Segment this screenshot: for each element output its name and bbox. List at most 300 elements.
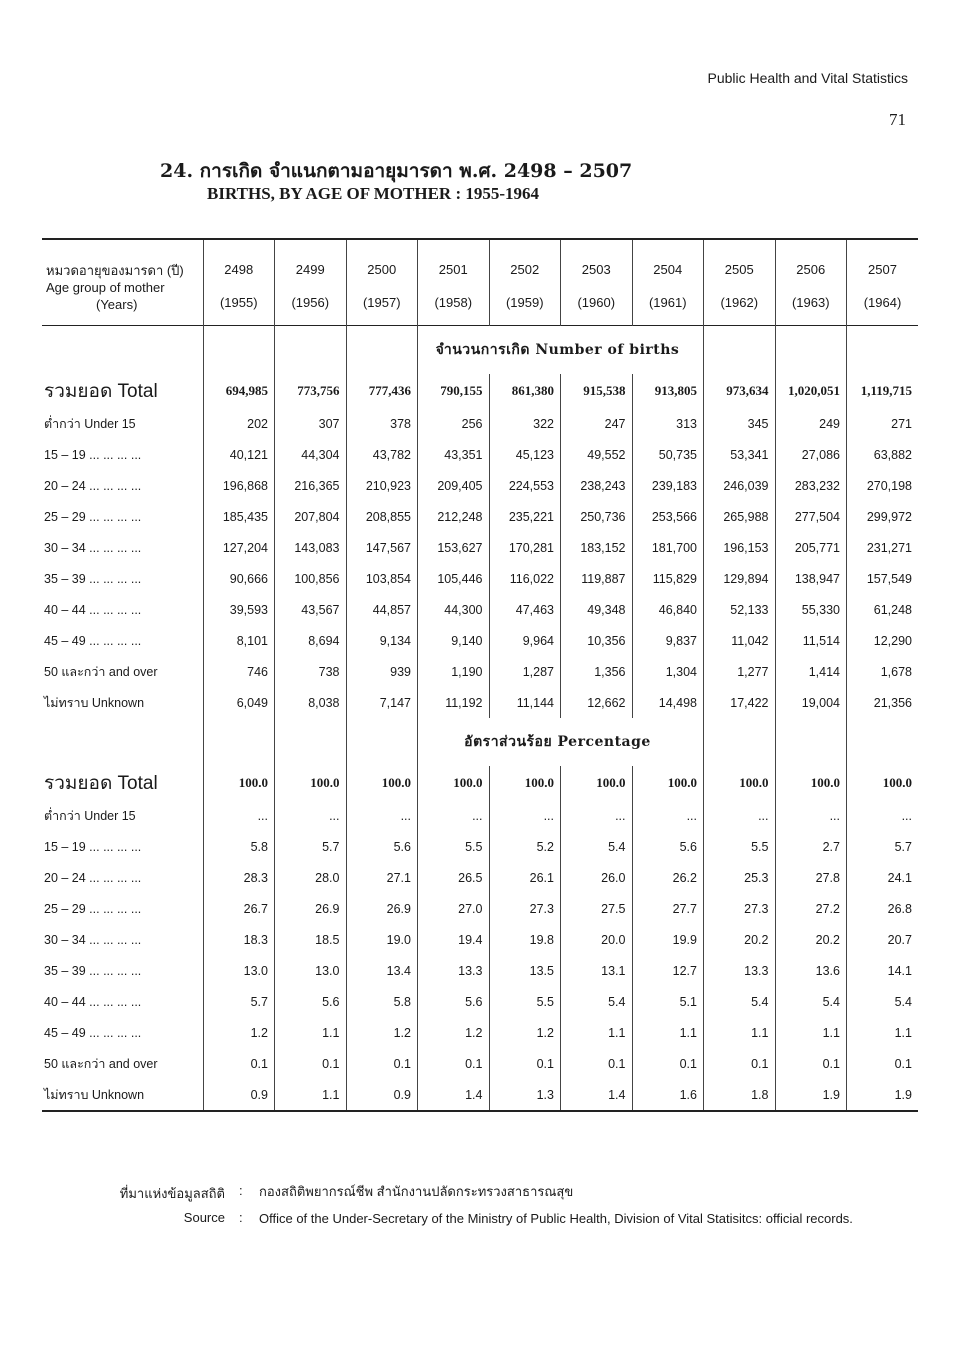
table-cell: 1.9	[775, 1079, 847, 1111]
table-cell: 19.4	[418, 924, 490, 955]
year-be: 2499	[295, 262, 325, 277]
table-cell: 17,422	[704, 687, 776, 718]
table-cell: 210,923	[346, 470, 418, 501]
table-cell: 27.5	[561, 893, 633, 924]
table-cell: 5.4	[775, 986, 847, 1017]
table-cell: 100.0	[704, 766, 776, 800]
year-header	[346, 239, 418, 326]
table-cell: 55,330	[775, 594, 847, 625]
table-cell: 1.9	[847, 1079, 919, 1111]
table-cell: 202	[203, 408, 275, 439]
source-text: Office of the Under-Secretary of the Ministry of Public Health, Division of Vital Statisitcs: official records.	[259, 1211, 853, 1226]
table-cell: 13.6	[775, 955, 847, 986]
table-cell: 249	[775, 408, 847, 439]
age-group-header-years: (Years)	[96, 297, 138, 312]
year-be: 2501	[438, 262, 468, 277]
table-cell: 49,348	[561, 594, 633, 625]
year-header	[632, 239, 704, 326]
table-cell: 207,804	[275, 501, 347, 532]
table-row	[42, 893, 918, 924]
table-cell: 939	[346, 656, 418, 687]
table-row	[42, 563, 918, 594]
table-cell: 183,152	[561, 532, 633, 563]
table-cell: 18.3	[203, 924, 275, 955]
table-cell: 694,985	[203, 374, 275, 408]
table-cell: 1,277	[704, 656, 776, 687]
table-cell: ...	[489, 800, 561, 831]
source-note: ที่มาแห่งข้อมูลสถิติ : กองสถิติพยากรณ์ชีพ สำนักงานปลัดกระทรวงสาธารณสุข Source : Office of the Under-Secretary of the Ministry of Public Health, Division of Vital Statisitcs: official records.	[90, 1183, 930, 1233]
table-cell: 5.6	[632, 831, 704, 862]
table-cell: 5.7	[275, 831, 347, 862]
table-cell: 25.3	[704, 862, 776, 893]
table-cell: 790,155	[418, 374, 490, 408]
table-cell: 1.3	[489, 1079, 561, 1111]
table-cell: ...	[775, 800, 847, 831]
table-cell: 5.6	[346, 831, 418, 862]
table-cell: 0.1	[489, 1048, 561, 1079]
table-cell: 43,782	[346, 439, 418, 470]
table-cell: 256	[418, 408, 490, 439]
age-group-header-thai: หมวดอายุของมารดา (ปี)	[46, 263, 184, 278]
table-cell: 129,894	[704, 563, 776, 594]
table-cell: 5.8	[346, 986, 418, 1017]
table-cell: 47,463	[489, 594, 561, 625]
table-cell: 0.1	[561, 1048, 633, 1079]
table-row	[42, 656, 918, 687]
table-cell: 216,365	[275, 470, 347, 501]
table-row	[42, 470, 918, 501]
row-label: รวมยอด Total	[44, 773, 158, 794]
table-cell: 12.7	[632, 955, 704, 986]
year-be: 2500	[367, 262, 397, 277]
year-header	[203, 239, 275, 326]
table-cell: 322	[489, 408, 561, 439]
table-cell: 115,829	[632, 563, 704, 594]
table-cell: 773,756	[275, 374, 347, 408]
table-cell: 27.3	[704, 893, 776, 924]
table-cell: 915,538	[561, 374, 633, 408]
table-cell: 5.1	[632, 986, 704, 1017]
row-label: 45 – 49 ... ... ... ...	[44, 633, 142, 648]
age-group-header	[42, 239, 203, 326]
year-ce: (1955)	[219, 295, 258, 310]
year-header	[489, 239, 561, 326]
table-cell: 105,446	[418, 563, 490, 594]
table-cell: 19.8	[489, 924, 561, 955]
table-cell: 143,083	[275, 532, 347, 563]
table-cell: 1.1	[275, 1017, 347, 1048]
table-cell: 20.2	[704, 924, 776, 955]
table-cell: 0.1	[704, 1048, 776, 1079]
table-cell: 277,504	[775, 501, 847, 532]
table-cell: 1.2	[203, 1017, 275, 1048]
table-cell: 27.2	[775, 893, 847, 924]
table-cell: ...	[418, 800, 490, 831]
table-cell: 26.2	[632, 862, 704, 893]
table-cell: 8,038	[275, 687, 347, 718]
table-cell: 1,287	[489, 656, 561, 687]
table-cell: 307	[275, 408, 347, 439]
table-cell: 13.0	[203, 955, 275, 986]
row-label: รวมยอด Total	[44, 381, 158, 402]
table-title-english: BIRTHS, BY AGE OF MOTHER : 1955-1964	[207, 184, 540, 203]
source-text-thai: กองสถิติพยากรณ์ชีพ สำนักงานปลัดกระทรวงสาธารณสุข	[259, 1184, 574, 1199]
table-cell: 27.0	[418, 893, 490, 924]
year-ce: (1960)	[577, 295, 616, 310]
table-cell: 26.7	[203, 893, 275, 924]
table-cell: 2.7	[775, 831, 847, 862]
table-cell: 5.7	[203, 986, 275, 1017]
table-cell: 100.0	[775, 766, 847, 800]
row-label: 30 – 34 ... ... ... ...	[44, 540, 142, 555]
row-label: 25 – 29 ... ... ... ...	[44, 509, 142, 524]
year-header	[775, 239, 847, 326]
table-cell: 5.8	[203, 831, 275, 862]
table-row	[42, 862, 918, 893]
table-row	[42, 687, 918, 718]
table-cell: 1,414	[775, 656, 847, 687]
births-table	[42, 238, 918, 1112]
table-cell: 299,972	[847, 501, 919, 532]
year-header	[275, 239, 347, 326]
table-cell: 26.9	[275, 893, 347, 924]
year-ce: (1964)	[863, 295, 902, 310]
table-cell: 119,887	[561, 563, 633, 594]
table-cell: 61,248	[847, 594, 919, 625]
table-row	[42, 532, 918, 563]
table-cell: 138,947	[775, 563, 847, 594]
table-cell: 1.1	[847, 1017, 919, 1048]
year-ce: (1963)	[791, 295, 830, 310]
table-cell: 1.6	[632, 1079, 704, 1111]
section-header-row	[42, 718, 918, 766]
table-cell: 26.8	[847, 893, 919, 924]
table-cell: ...	[847, 800, 919, 831]
table-cell: 12,290	[847, 625, 919, 656]
table-row	[42, 625, 918, 656]
table-cell: ...	[275, 800, 347, 831]
table-cell: 224,553	[489, 470, 561, 501]
running-header: Public Health and Vital Statistics	[707, 70, 908, 86]
table-cell: 26.0	[561, 862, 633, 893]
table-cell: 44,857	[346, 594, 418, 625]
table-cell: 11,144	[489, 687, 561, 718]
table-cell: 1,190	[418, 656, 490, 687]
table-cell: 1.1	[632, 1017, 704, 1048]
section-title: จำนวนการเกิด Number of births	[435, 342, 680, 358]
table-cell: 157,549	[847, 563, 919, 594]
table-cell: 20.2	[775, 924, 847, 955]
table-cell: 212,248	[418, 501, 490, 532]
table-cell: 100.0	[418, 766, 490, 800]
table-cell: 13.3	[418, 955, 490, 986]
table-cell: 209,405	[418, 470, 490, 501]
table-cell: 63,882	[847, 439, 919, 470]
table-cell: 231,271	[847, 532, 919, 563]
table-cell: 21,356	[847, 687, 919, 718]
table-cell: 13.0	[275, 955, 347, 986]
table-cell: 746	[203, 656, 275, 687]
row-label: 30 – 34 ... ... ... ...	[44, 932, 142, 947]
section-header-row	[42, 326, 918, 375]
year-header	[561, 239, 633, 326]
table-cell: 5.5	[489, 986, 561, 1017]
table-cell: 103,854	[346, 563, 418, 594]
table-cell: 19.0	[346, 924, 418, 955]
table-cell: ...	[203, 800, 275, 831]
row-label: 40 – 44 ... ... ... ...	[44, 994, 142, 1009]
table-cell: 0.1	[418, 1048, 490, 1079]
table-cell: 43,351	[418, 439, 490, 470]
table-cell: 7,147	[346, 687, 418, 718]
table-cell: 5.4	[561, 986, 633, 1017]
row-label: ต่ำกว่า Under 15	[44, 416, 136, 431]
table-cell: 19,004	[775, 687, 847, 718]
table-cell: 14.1	[847, 955, 919, 986]
page-number: 71	[889, 110, 906, 129]
table-cell: 777,436	[346, 374, 418, 408]
table-cell: 10,356	[561, 625, 633, 656]
year-be: 2507	[868, 262, 897, 277]
table-cell: 5.5	[418, 831, 490, 862]
table-cell: 5.7	[847, 831, 919, 862]
table-cell: 39,593	[203, 594, 275, 625]
table-cell: 196,153	[704, 532, 776, 563]
year-ce: (1956)	[291, 295, 330, 310]
table-cell: 0.1	[275, 1048, 347, 1079]
source-label: Source	[183, 1210, 225, 1225]
table-cell: 27.1	[346, 862, 418, 893]
row-label: 50 และกว่า and over	[44, 1056, 158, 1071]
year-header	[847, 239, 919, 326]
table-cell: 50,735	[632, 439, 704, 470]
year-ce: (1961)	[648, 295, 687, 310]
row-label: ต่ำกว่า Under 15	[44, 808, 136, 823]
table-row	[42, 439, 918, 470]
row-label: ไม่ทราบ Unknown	[44, 695, 145, 710]
table-cell: 205,771	[775, 532, 847, 563]
table-cell: 6,049	[203, 687, 275, 718]
table-cell: 345	[704, 408, 776, 439]
year-ce: (1959)	[505, 295, 544, 310]
table-cell: 1,304	[632, 656, 704, 687]
table-row	[42, 924, 918, 955]
table-cell: 1,356	[561, 656, 633, 687]
table-cell: 46,840	[632, 594, 704, 625]
table-title-thai: 24. การเกิด จำแนกตามอายุมารดา พ.ศ. 2498 – 2507	[160, 160, 633, 182]
table-cell: 8,101	[203, 625, 275, 656]
table-cell: 43,567	[275, 594, 347, 625]
table-cell: 181,700	[632, 532, 704, 563]
year-be: 2503	[581, 262, 611, 277]
table-row	[42, 594, 918, 625]
year-header	[704, 239, 776, 326]
table-cell: 5.4	[847, 986, 919, 1017]
table-cell: 196,868	[203, 470, 275, 501]
table-cell: 271	[847, 408, 919, 439]
table-cell: 9,140	[418, 625, 490, 656]
table-cell: 185,435	[203, 501, 275, 532]
table-cell: 0.1	[775, 1048, 847, 1079]
table-row	[42, 1079, 918, 1111]
row-label: 15 – 19 ... ... ... ...	[44, 839, 142, 854]
table-cell: 13.4	[346, 955, 418, 986]
table-cell: 5.6	[418, 986, 490, 1017]
table-cell: 44,300	[418, 594, 490, 625]
row-label: 20 – 24 ... ... ... ...	[44, 870, 142, 885]
table-cell: 1.4	[561, 1079, 633, 1111]
table-row	[42, 800, 918, 831]
row-label: 35 – 39 ... ... ... ...	[44, 963, 142, 978]
table-cell: 861,380	[489, 374, 561, 408]
table-cell: 247	[561, 408, 633, 439]
table-cell: 0.1	[847, 1048, 919, 1079]
table-cell: 100,856	[275, 563, 347, 594]
table-cell: 250,736	[561, 501, 633, 532]
table-cell: 235,221	[489, 501, 561, 532]
table-cell: 116,022	[489, 563, 561, 594]
section-title: อัตราส่วนร้อย Percentage	[464, 734, 651, 750]
table-cell: 913,805	[632, 374, 704, 408]
year-header	[418, 239, 490, 326]
table-cell: 13.5	[489, 955, 561, 986]
table-cell: 9,134	[346, 625, 418, 656]
row-label: 40 – 44 ... ... ... ...	[44, 602, 142, 617]
table-cell: ...	[632, 800, 704, 831]
year-ce: (1962)	[720, 295, 759, 310]
table-cell: 100.0	[346, 766, 418, 800]
table-cell: 253,566	[632, 501, 704, 532]
table-cell: 18.5	[275, 924, 347, 955]
table-cell: 11,042	[704, 625, 776, 656]
table-cell: 11,514	[775, 625, 847, 656]
table-cell: 90,666	[203, 563, 275, 594]
table-row	[42, 1048, 918, 1079]
table-cell: 11,192	[418, 687, 490, 718]
table-row	[42, 408, 918, 439]
table-cell: 0.9	[203, 1079, 275, 1111]
table-cell: 5.5	[704, 831, 776, 862]
table-row	[42, 831, 918, 862]
table-cell: 26.5	[418, 862, 490, 893]
source-label-thai: ที่มาแห่งข้อมูลสถิติ	[119, 1186, 225, 1201]
table-cell: 153,627	[418, 532, 490, 563]
table-cell: 5.6	[275, 986, 347, 1017]
table-cell: 9,964	[489, 625, 561, 656]
table-cell: 49,552	[561, 439, 633, 470]
table-cell: 28.3	[203, 862, 275, 893]
table-cell: 265,988	[704, 501, 776, 532]
table-cell: 100.0	[275, 766, 347, 800]
year-ce: (1957)	[362, 295, 401, 310]
year-be: 2506	[796, 262, 826, 277]
table-cell: 127,204	[203, 532, 275, 563]
table-cell: ...	[561, 800, 633, 831]
table-cell: 12,662	[561, 687, 633, 718]
table-cell: 100.0	[847, 766, 919, 800]
table-cell: 13.1	[561, 955, 633, 986]
row-label: 35 – 39 ... ... ... ...	[44, 571, 142, 586]
table-cell: 1.2	[418, 1017, 490, 1048]
table-cell: 283,232	[775, 470, 847, 501]
age-group-header-english: Age group of mother	[46, 280, 165, 295]
table-cell: ...	[346, 800, 418, 831]
table-cell: 20.0	[561, 924, 633, 955]
row-label: ไม่ทราบ Unknown	[44, 1087, 145, 1102]
table-cell: 1.1	[561, 1017, 633, 1048]
table-row	[42, 766, 918, 800]
table-cell: 1,119,715	[847, 374, 919, 408]
table-cell: 28.0	[275, 862, 347, 893]
table-row	[42, 1017, 918, 1048]
row-label: 45 – 49 ... ... ... ...	[44, 1025, 142, 1040]
table-cell: 100.0	[489, 766, 561, 800]
table-cell: 24.1	[847, 862, 919, 893]
table-cell: 44,304	[275, 439, 347, 470]
table-cell: 27.3	[489, 893, 561, 924]
table-cell: 738	[275, 656, 347, 687]
year-ce: (1958)	[434, 295, 473, 310]
table-cell: 53,341	[704, 439, 776, 470]
year-be: 2504	[653, 262, 683, 277]
table-cell: 0.1	[632, 1048, 704, 1079]
table-cell: 52,133	[704, 594, 776, 625]
table-cell: 20.7	[847, 924, 919, 955]
table-cell: ...	[704, 800, 776, 831]
table-cell: 170,281	[489, 532, 561, 563]
table-cell: 0.1	[346, 1048, 418, 1079]
table-cell: 238,243	[561, 470, 633, 501]
row-label: 20 – 24 ... ... ... ...	[44, 478, 142, 493]
table-cell: 973,634	[704, 374, 776, 408]
year-be: 2505	[724, 262, 754, 277]
table-cell: 5.4	[561, 831, 633, 862]
table-cell: 40,121	[203, 439, 275, 470]
table-cell: 147,567	[346, 532, 418, 563]
table-cell: 246,039	[704, 470, 776, 501]
row-label: 15 – 19 ... ... ... ...	[44, 447, 142, 462]
year-be: 2502	[510, 262, 540, 277]
table-cell: 0.9	[346, 1079, 418, 1111]
table-cell: 26.9	[346, 893, 418, 924]
table-cell: 1,020,051	[775, 374, 847, 408]
table-cell: 45,123	[489, 439, 561, 470]
table-cell: 14,498	[632, 687, 704, 718]
table-cell: 9,837	[632, 625, 704, 656]
table-cell: 27.7	[632, 893, 704, 924]
table-cell: 1.1	[275, 1079, 347, 1111]
table-cell: 27,086	[775, 439, 847, 470]
year-be: 2498	[224, 262, 254, 277]
table-cell: 1.2	[489, 1017, 561, 1048]
table-cell: 1.2	[346, 1017, 418, 1048]
table-row	[42, 955, 918, 986]
table-cell: 378	[346, 408, 418, 439]
table-row	[42, 501, 918, 532]
table-cell: 19.9	[632, 924, 704, 955]
table-cell: 13.3	[704, 955, 776, 986]
table-cell: 0.1	[203, 1048, 275, 1079]
table-cell: 5.4	[704, 986, 776, 1017]
table-cell: 5.2	[489, 831, 561, 862]
table-cell: 1.4	[418, 1079, 490, 1111]
table-cell: 100.0	[632, 766, 704, 800]
row-label: 50 และกว่า and over	[44, 664, 158, 679]
table-cell: 1.8	[704, 1079, 776, 1111]
table-cell: 100.0	[203, 766, 275, 800]
table-row	[42, 374, 918, 408]
table-cell: 270,198	[847, 470, 919, 501]
